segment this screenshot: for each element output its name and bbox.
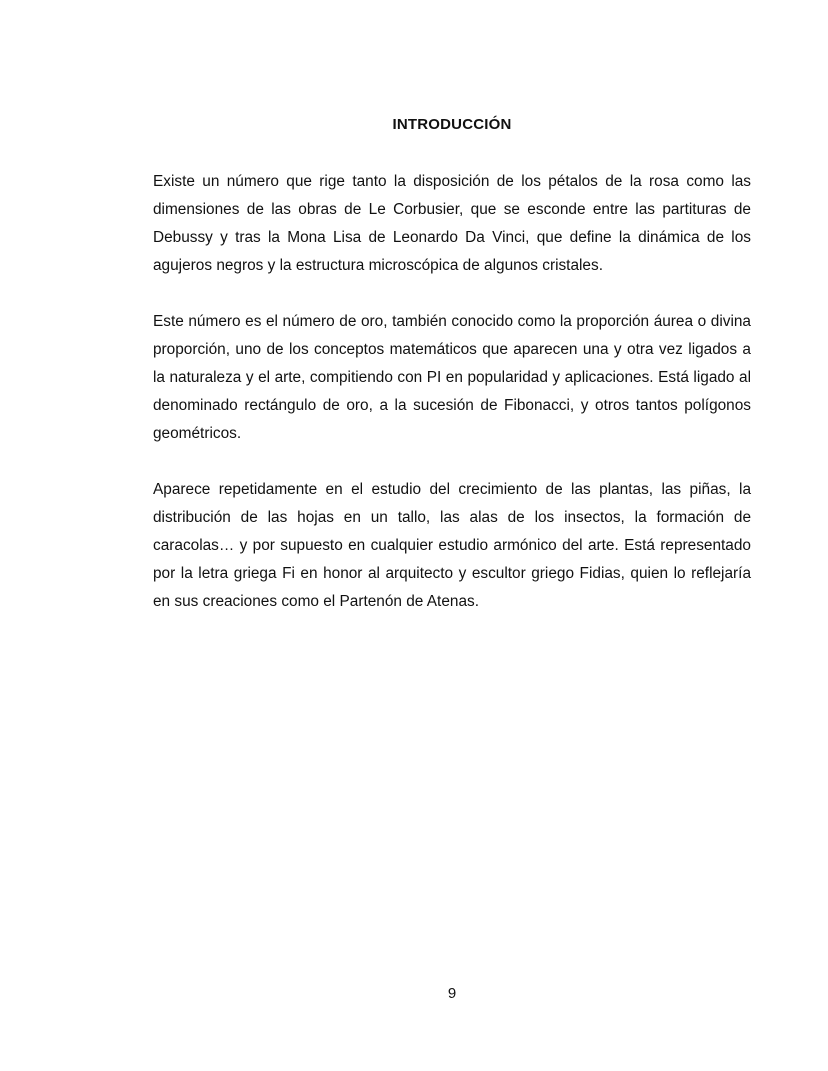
page-title: INTRODUCCIÓN [392, 116, 512, 133]
page-number: 9 [447, 985, 457, 1002]
paragraph-1: Existe un número que rige tanto la disposición de los pétalos de la rosa como las dimensiones de las obras de Le Corbusier, que se esconde entre las partituras de Debussy y tras la Mona Lisa de Leonardo Da Vinci, que define la dinámica de los agujeros negros y la estructura microscópica de algunos cristales. [153, 173, 751, 274]
paragraph-3: Aparece repetidamente en el estudio del crecimiento de las plantas, las piñas, la distribución de las hojas en un tallo, las alas de los insectos, la formación de caracolas… y por supuesto en cualquier estudio armónico del arte. Está representado por la letra griega Fi en honor al arquitecto y escultor griego Fidias, quien lo reflejaría en sus creaciones como el Partenón de Atenas. [153, 481, 751, 610]
paragraph-2: Este número es el número de oro, también conocido como la proporción áurea o divina proporción, uno de los conceptos matemáticos que aparecen una y otra vez ligados a la naturaleza y el arte, compitiendo con PI en popularidad y aplicaciones. Está ligado al denominado rectángulo de oro, a la sucesión de Fibonacci, y otros tantos polígonos geométricos. [153, 313, 751, 442]
